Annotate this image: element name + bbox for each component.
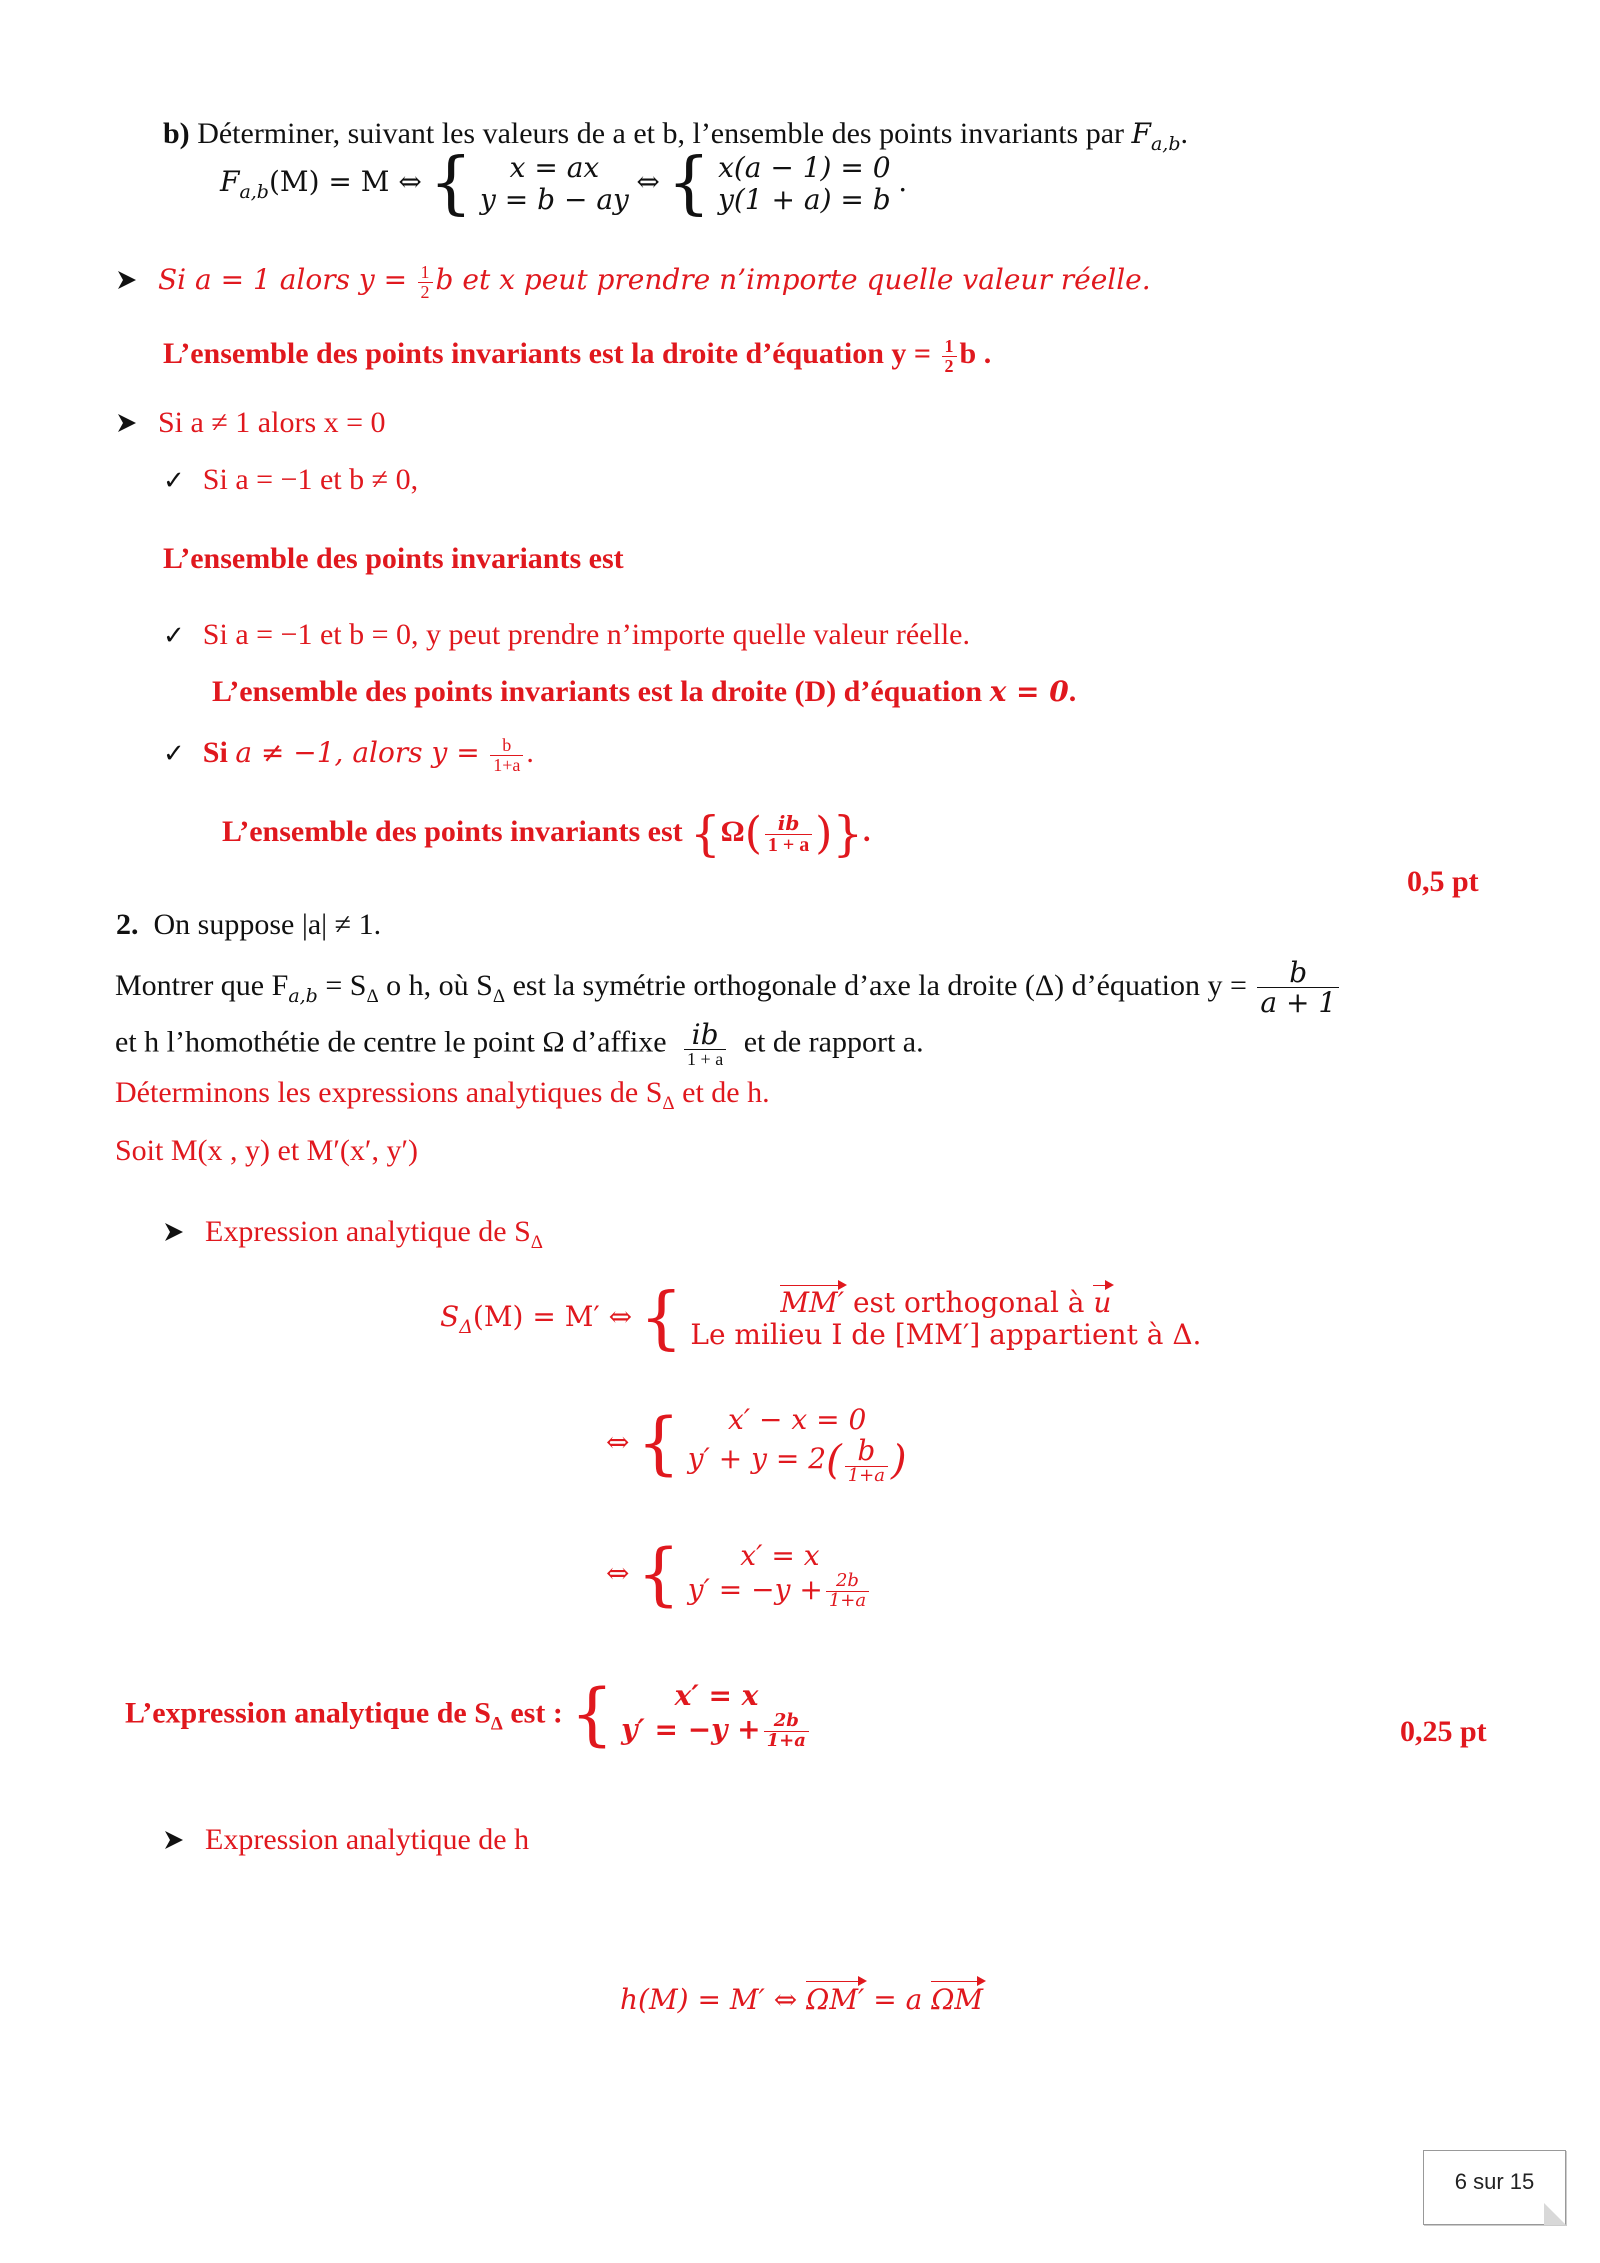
arrow-bullet-icon [116, 269, 138, 291]
question-2: 2. On suppose |a| ≠ 1. [116, 908, 382, 941]
check-icon: ✓ [163, 466, 185, 496]
expression-s-heading: Expression analytique de $S_\Delta$ [163, 1214, 543, 1255]
question-2-line-2: et h l’homothétie de centre le point Ω d’affixe $\frac{ib}{1 + a}$ et de rapport a. [115, 1018, 924, 1070]
arrow-bullet-icon [163, 1829, 185, 1851]
check-icon: ✓ [163, 739, 185, 769]
soit-line: Soit M(x , y) et M′(x′, y′) [115, 1134, 419, 1167]
score-2: 0,25 pt [1400, 1715, 1487, 1748]
question-2-line-1: Montrer que $F_{a,b} = S_\Delta$ o h, où $S_\Delta$ est la symétrie orthogonale d’axe la droite (Δ) d’équation y = $\frac{b}{a + 1}$ [115, 958, 1342, 1018]
expression-h-heading: Expression analytique de h [163, 1822, 529, 1858]
case-a-equals-1: Si a = 1 alors y = $\frac{1}{2}$ b et x peut prendre n’importe quelle valeur réelle. [116, 262, 1151, 302]
score-1: 0,5 pt [1407, 865, 1479, 898]
case-a-equals-1-result: L’ensemble des points invariants est la droite d’équation y = $\frac{1}{2}$ b . [163, 335, 992, 376]
page-number-box [1423, 2150, 1566, 2225]
determine-expressions: Déterminons les expressions analytiques de $S_\Delta$ et de h. [115, 1076, 770, 1114]
invariant-system: $F_{a,b}(M) = M$ ⇔ { x = ax y = b − ay ⇔ { x(a − 1) = 0 y(1 + a) = b . [220, 144, 908, 223]
s-system-3: ⇔ { x′ = x y′ = −y + $\frac{2b}{1+a}$ [606, 1540, 872, 1611]
s-system-2: ⇔ { x′ − x = 0 y′ + y = 2( $\frac{b}{1+a}$ ) [606, 1403, 907, 1486]
s-definition: $S_\Delta(M) = M'$ ⇔ { MM′ est orthogonal à u Le milieu I de [MM′] appartient à Δ. [440, 1279, 1202, 1358]
subcase-a-minus1-b-0: ✓ Si a = −1 et b = 0, y peut prendre n’importe quelle valeur réelle. [163, 618, 970, 651]
arrow-bullet-icon [163, 1221, 185, 1243]
question-b: b) Déterminer, suivant les valeurs de a et b, l’ensemble des points invariants par $F_{a,b}$. [163, 117, 1189, 155]
subcase-a-not-minus1: ✓ Si a ≠ −1, alors y = $\frac{b}{1+a}$ . [163, 734, 534, 775]
case-a-not-1: Si a ≠ 1 alors x = 0 [116, 405, 386, 441]
subcase-a-minus1-b-not0-result: L’ensemble des points invariants est [163, 542, 624, 575]
h-definition: h(M) = M′ ⇔ ΩM′ = a ΩM [620, 1983, 984, 2016]
subcase-a-minus1-b-0-result: L’ensemble des points invariants est la droite (D) d’équation x = 0. [212, 675, 1077, 708]
arrow-bullet-icon [116, 412, 138, 434]
subcase-a-not-minus1-result: L’ensemble des points invariants est {Ω( $\frac{ib}{1 + a}$ )}. [222, 806, 871, 862]
subcase-a-minus1-b-not0: ✓ Si a = −1 et b ≠ 0, [163, 463, 419, 496]
s-result: L’expression analytique de $S_\Delta$ est : { x′ = x y′ = −y + $\frac{2b}{1+a}$ [125, 1680, 812, 1751]
page-number: 6 sur 15 [1454, 2169, 1535, 2194]
page-fold-icon [1544, 2203, 1566, 2225]
check-icon: ✓ [163, 621, 185, 651]
